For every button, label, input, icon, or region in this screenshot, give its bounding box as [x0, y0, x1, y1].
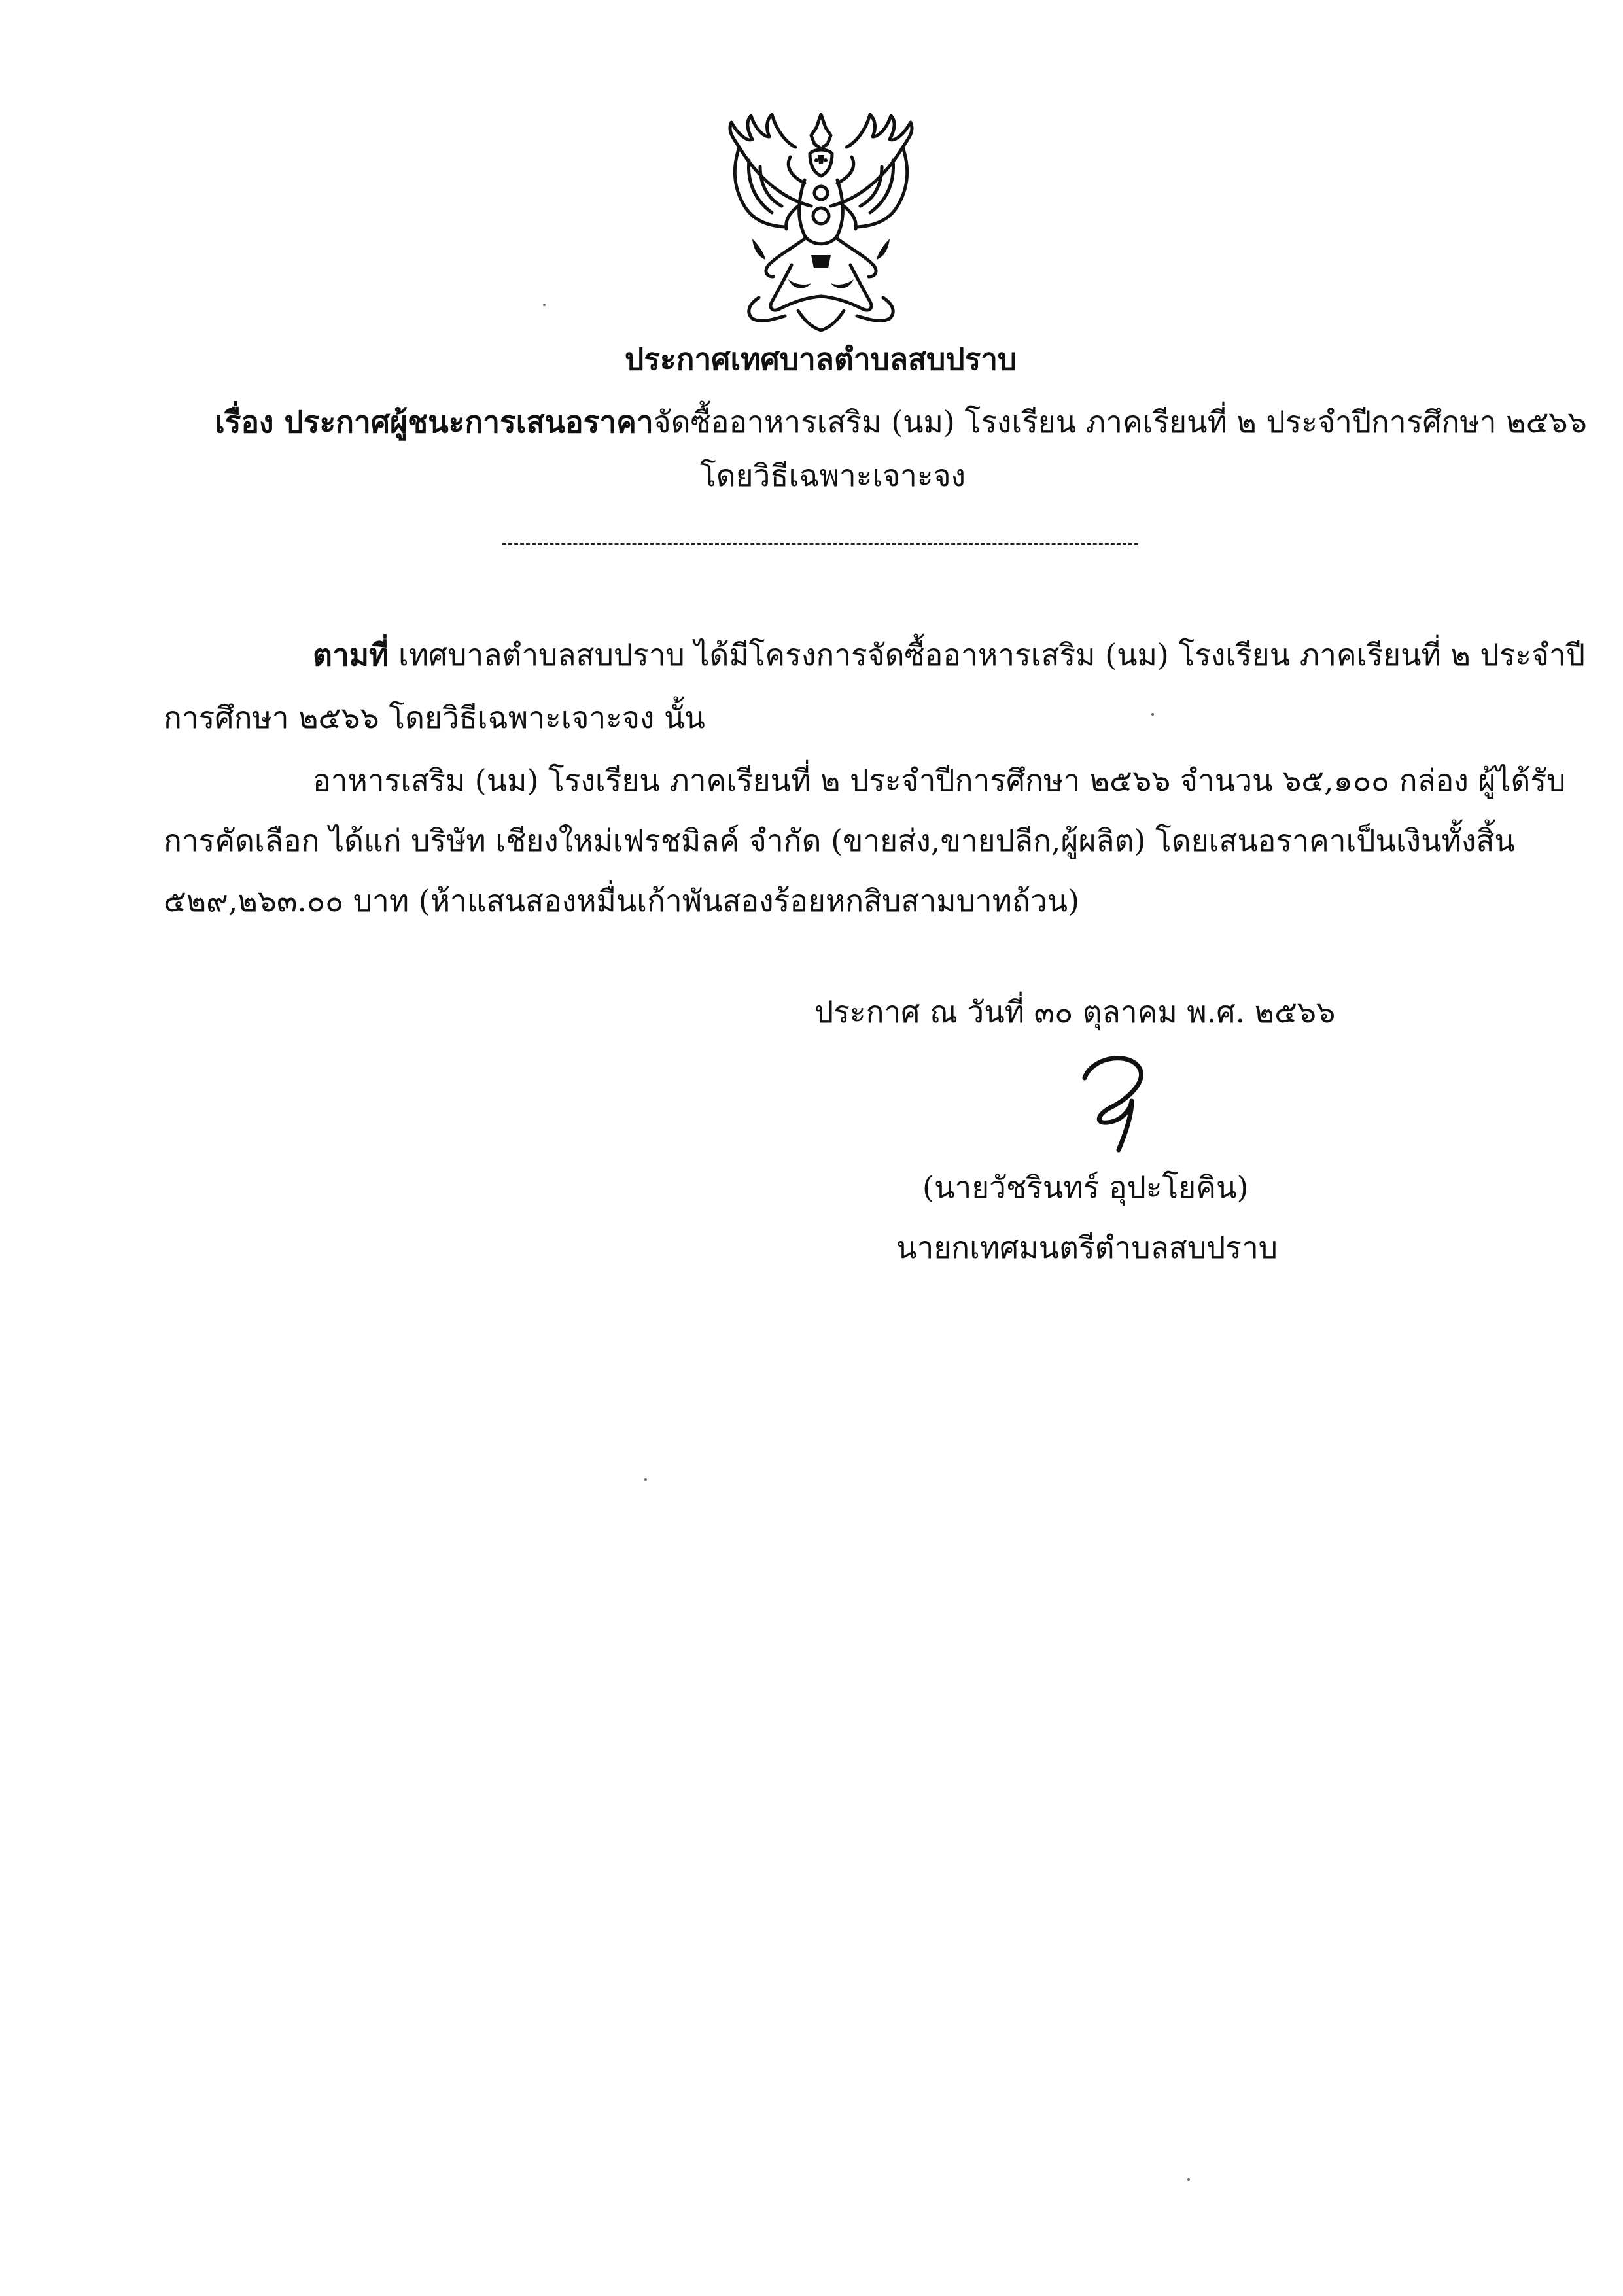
announcement-title: ประกาศเทศบาลตำบลสบปราบ — [625, 341, 1017, 377]
subject-text: จัดซื้ออาหารเสริม (นม) โรงเรียน ภาคเรียนที่ ๒ ประจำปีการศึกษา ๒๕๖๖ — [653, 404, 1587, 440]
paragraph-1-line-2: การศึกษา ๒๕๖๖ โดยวิธีเฉพาะเจาะจง นั้น — [164, 700, 705, 735]
method-line: โดยวิธีเฉพาะเจาะจง — [700, 458, 966, 493]
paragraph-2-line-2: การคัดเลือก ได้แก่ บริษัท เชียงใหม่เฟรชมิลค์ จำกัด (ขายส่ง,ขายปลีก,ผู้ผลิต) โดยเสนอราคาเป็นเงินทั้งสิ้น — [164, 823, 1515, 858]
scan-speck — [644, 1478, 647, 1481]
paragraph-1-text: เทศบาลตำบลสบปราบ ได้มีโครงการจัดซื้ออาหารเสริม (นม) โรงเรียน ภาคเรียนที่ ๒ ประจำปี — [398, 637, 1586, 672]
signature-icon — [1058, 1045, 1176, 1157]
paragraph-2-line-1: อาหารเสริม (นม) โรงเรียน ภาคเรียนที่ ๒ ประจำปีการศึกษา ๒๕๖๖ จำนวน ๖๕,๑๐๐ กล่อง ผู้ได้รับ — [313, 763, 1566, 798]
scan-speck — [1187, 2178, 1190, 2181]
garuda-emblem-icon — [713, 108, 929, 334]
scan-speck — [543, 304, 546, 306]
announce-date: ประกาศ ณ วันที่ ๓๐ ตุลาคม พ.ศ. ๒๕๖๖ — [814, 994, 1336, 1030]
signer-name: (นายวัชรินทร์ อุปะโยคิน) — [922, 1170, 1249, 1205]
paragraph-1-line-1 — [313, 638, 1585, 672]
paragraph-1-lead: ตามที่ — [313, 637, 389, 672]
scan-speck — [1151, 713, 1154, 716]
subject-prefix: เรื่อง ประกาศผู้ชนะการเสนอราคา — [215, 404, 654, 440]
header-divider — [502, 543, 1138, 545]
paragraph-2-line-3: ๕๒๙,๒๖๓.๐๐ บาท (ห้าแสนสองหมื่นเก้าพันสองร้อยหกสิบสามบาทถ้วน) — [164, 883, 1080, 918]
signer-position: นายกเทศมนตรีตำบลสบปราบ — [896, 1230, 1278, 1265]
subject-line — [215, 406, 1587, 439]
